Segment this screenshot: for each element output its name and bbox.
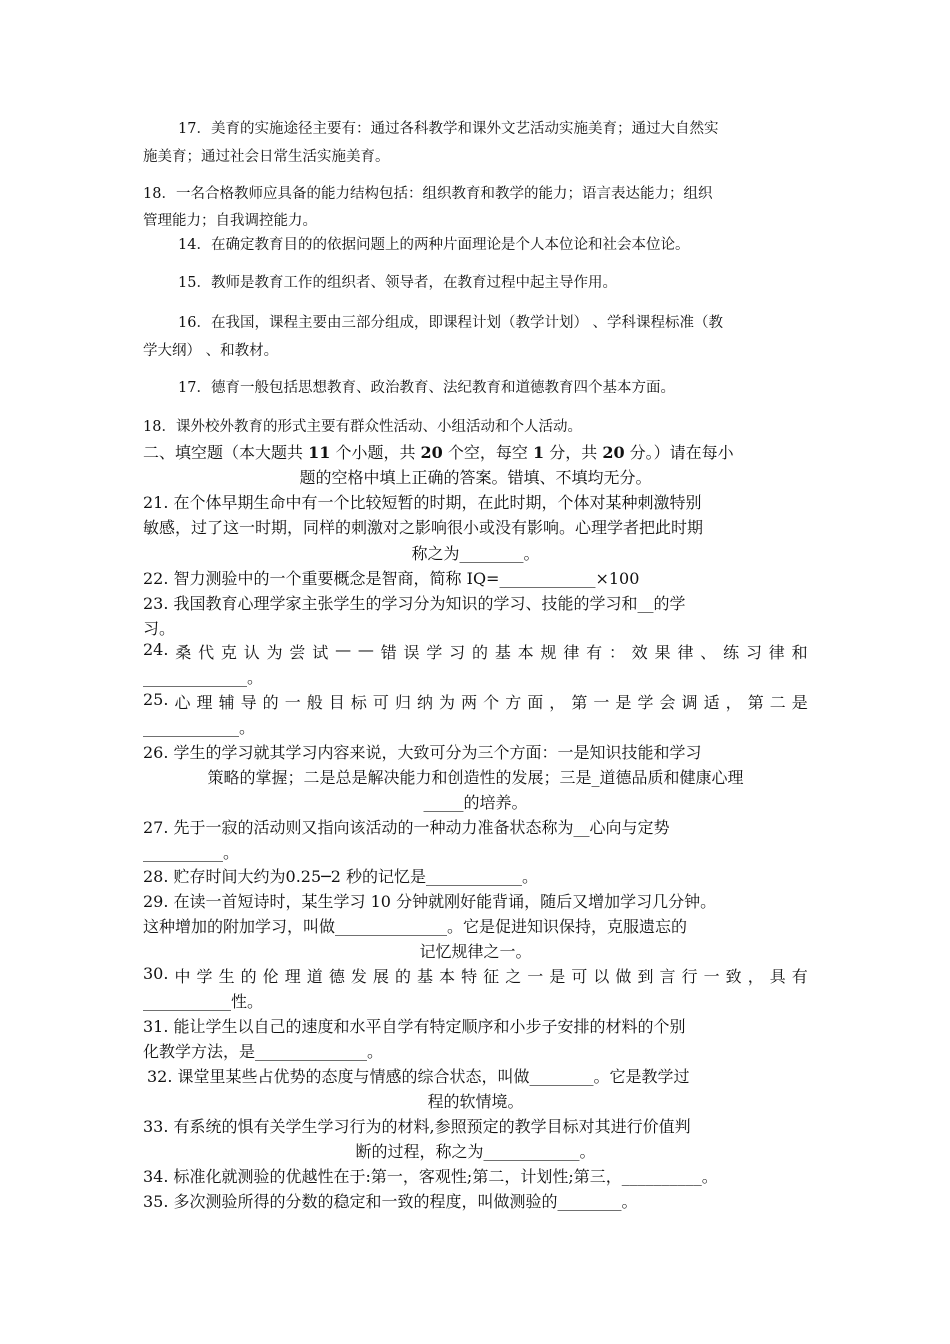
char: 方: [505, 693, 522, 712]
question-25-cont: ____________。: [143, 718, 256, 737]
char: 第: [747, 693, 764, 712]
text: 美育的实施途径主要有：通过: [210, 121, 400, 137]
char: 效: [631, 643, 648, 662]
char: 学: [426, 643, 443, 662]
char: 果: [654, 643, 671, 662]
char: 基: [494, 643, 511, 662]
question-27-cont: __________。: [143, 843, 240, 862]
char: 中: [174, 967, 191, 986]
char: 30.: [143, 964, 169, 983]
text: 在确定教育目的的依据问题上的两种片面理论是: [210, 237, 516, 253]
answer-underline: 各科教学: [399, 121, 458, 137]
answer-underline: 群众性活动: [349, 419, 423, 435]
char: 本: [439, 967, 456, 986]
char: 适: [703, 693, 720, 712]
char: 纳: [417, 693, 434, 712]
char: 代: [198, 643, 215, 662]
char: 可: [372, 693, 389, 712]
text: 个小题，共: [330, 443, 421, 462]
question-29-cont: 这种增加的附加学习，叫做______________。它是促进知识保持，克服遗忘的: [143, 917, 688, 936]
char: 的: [472, 643, 489, 662]
text: 分，共: [544, 443, 603, 462]
item-number: 17．: [178, 121, 211, 137]
char: 练: [723, 643, 740, 662]
text: 一名合格教师应具备的能力结构包括：组织教育和教学的能力: [175, 186, 568, 202]
char: 的: [394, 967, 411, 986]
answer-underline: 个人本位论和社会本位论: [515, 237, 675, 253]
char: 般: [306, 693, 323, 712]
item-17-aesthetic-cont: 施美育；通过社会日常生活实施美育。: [143, 149, 390, 165]
text: 、领导者，在教育过程中起主导作用。: [370, 275, 617, 291]
text: 二、填空题（本大题共: [143, 443, 309, 462]
char: 标: [350, 693, 367, 712]
text: 。: [567, 419, 582, 435]
item-number: 14．: [178, 237, 211, 253]
question-21-cont2: 称之为________。: [411, 544, 540, 563]
char: 律: [677, 643, 694, 662]
char: —: [357, 640, 374, 659]
text: 分。）请在每小: [624, 443, 734, 462]
question-25: [143, 690, 808, 713]
text: 。: [674, 237, 690, 253]
question-21: 21. 在个体早期生命中有一个比较短暂的时期，在此时期，个体对某种刺激特别: [143, 493, 702, 512]
answer-underline: 组织者: [326, 275, 371, 291]
item-14: [178, 233, 808, 254]
question-26: 26. 学生的学习就其学习内容来说，大致可分为三个方面：一是知识技能和学习: [143, 743, 702, 762]
char: 桑: [175, 643, 192, 662]
answer-underline: 政治教育、法纪教育: [370, 380, 501, 396]
question-22: 22. 智力测验中的一个重要概念是智商，简称 IQ=____________×100: [143, 569, 640, 588]
char: 基: [417, 967, 434, 986]
text: 个空，每空: [442, 443, 533, 462]
bold-number: 20: [602, 443, 625, 462]
question-32-cont: 程的软情境。: [427, 1092, 524, 1111]
item-18-teacher-ability-cont: [143, 209, 808, 230]
question-32: 32. 课堂里某些占优势的态度与情感的综合状态，叫做________。它是教学过: [147, 1067, 690, 1086]
item-number: 18．: [143, 419, 176, 435]
text: 、小组活动和: [422, 419, 510, 435]
text: 和课外文艺活动实施美育；通过大自然实: [457, 121, 719, 137]
question-23: 23. 我国教育心理学家主张学生的学习分为知识的学习、技能的学习和__的学: [143, 594, 686, 613]
question-29-cont2: 记忆规律之一。: [419, 942, 532, 961]
item-18-extracurricular: [143, 415, 808, 436]
text: 德育一般包括思想教育、: [210, 380, 371, 396]
text: 、学科课程标准（教: [587, 315, 724, 331]
char: 调: [681, 693, 698, 712]
char: 本: [517, 643, 534, 662]
char: 理: [284, 967, 301, 986]
char: 律: [768, 643, 785, 662]
char: 错: [380, 643, 397, 662]
char: 归: [394, 693, 411, 712]
char: 目: [328, 693, 345, 712]
char: 有: [586, 643, 603, 662]
char: 导: [240, 693, 257, 712]
char: 习: [745, 643, 762, 662]
char: 致: [725, 967, 742, 986]
text: 课外校外教育的形式主要有: [175, 419, 350, 435]
char: 学: [196, 967, 213, 986]
bold-number: 20: [420, 443, 443, 462]
item-number: 18．: [143, 186, 176, 202]
char: 是: [549, 967, 566, 986]
char: 到: [637, 967, 654, 986]
item-15: [178, 271, 808, 292]
char: 25.: [143, 690, 169, 709]
section-2-heading: [143, 440, 808, 463]
char: ，: [725, 693, 742, 712]
text: ；自我调控能力。: [201, 213, 317, 229]
bold-number: 1: [533, 443, 545, 462]
char: 两: [461, 693, 478, 712]
item-16-cont: 学大纲） 、和教材。: [143, 343, 279, 359]
question-30: [143, 964, 808, 987]
char: 特: [461, 967, 478, 986]
char: —: [335, 640, 352, 659]
text: 和道德教育四个基本方面。: [500, 380, 675, 396]
char: 和: [791, 643, 808, 662]
item-16: [178, 311, 808, 332]
char: 律: [563, 643, 580, 662]
question-24: [143, 640, 808, 663]
char: 的: [240, 967, 257, 986]
char: 为: [439, 693, 456, 712]
char: 面: [527, 693, 544, 712]
item-18-teacher-ability: [143, 182, 808, 203]
char: 伦: [262, 967, 279, 986]
char: 会: [659, 693, 676, 712]
answer-underline: 个人活动: [509, 419, 568, 435]
char: 发: [350, 967, 367, 986]
item-number: 15．: [178, 275, 211, 291]
question-30-cont: ___________性。: [143, 992, 264, 1011]
char: 一: [703, 967, 720, 986]
char: 做: [615, 967, 632, 986]
answer-underline: ；语言表达能力；组织: [567, 186, 712, 203]
char: 认: [243, 643, 260, 662]
char: 个: [483, 693, 500, 712]
char: 是: [615, 693, 632, 712]
char: 规: [540, 643, 557, 662]
question-28: 28. 贮存时间大约为0.25─2 秒的记忆是____________。: [143, 867, 539, 886]
char: 可: [571, 967, 588, 986]
question-31: 31. 能让学生以自己的速度和水平自学有特定顺序和小步子安排的材料的个别: [143, 1017, 686, 1036]
char: 学: [637, 693, 654, 712]
question-23-cont: 习。: [143, 619, 176, 638]
item-number: 16．: [178, 315, 211, 331]
char: 、: [700, 643, 717, 662]
char: 误: [403, 643, 420, 662]
char: 一: [593, 693, 610, 712]
char: 尝: [289, 643, 306, 662]
char: 的: [262, 693, 279, 712]
char: 心: [174, 693, 191, 712]
question-26-cont: 策略的掌握；二是总是解决能力和创造性的发展；三是_道德品质和健康心理: [207, 768, 744, 787]
char: ，: [549, 693, 566, 712]
char: 克: [220, 643, 237, 662]
question-31-cont: 化教学方法，是______________。: [143, 1042, 384, 1061]
question-21-cont: 敏感，过了这一时期，同样的刺激对之影响很小或没有影响。心理学者把此时期: [143, 518, 704, 537]
question-26-cont2: _____的培养。: [423, 793, 528, 812]
char: 试: [312, 643, 329, 662]
char: 展: [372, 967, 389, 986]
char: 道: [306, 967, 323, 986]
char: 一: [284, 693, 301, 712]
char: 生: [218, 967, 235, 986]
question-29: 29. 在读一首短诗时，某生学习 10 分钟就刚好能背诵，随后又增加学习几分钟。: [143, 892, 717, 911]
char: 24.: [143, 640, 169, 659]
item-number: 17．: [178, 380, 211, 396]
text: 教师是教育工作的: [210, 275, 327, 291]
answer-underline: 管理能力: [143, 213, 201, 230]
section-2-heading-cont: 题的空格中填上正确的答案。错填、不填均无分。: [299, 468, 652, 487]
char: 德: [328, 967, 345, 986]
char: 辅: [218, 693, 235, 712]
char: ：: [608, 643, 625, 662]
char: 为: [266, 643, 283, 662]
char: 理: [196, 693, 213, 712]
question-34: 34. 标准化就测验的优越性在于:第一，客观性;第二，计划性;第三，__________。: [143, 1167, 718, 1186]
char: 之: [505, 967, 522, 986]
char: 二: [769, 693, 786, 712]
char: 有: [791, 967, 808, 986]
question-33-cont: 断的过程，称之为____________。: [355, 1142, 596, 1161]
question-35: 35. 多次测验所得的分数的稳定和一致的程度，叫做测验的________。: [143, 1192, 638, 1211]
text: 在我国，课程主要由三部分组成，即: [210, 315, 443, 331]
char: 第: [571, 693, 588, 712]
question-27: 27. 先于一寂的活动则又指向该活动的一种动力准备状态称为__心向与定势: [143, 818, 670, 837]
char: 言: [659, 967, 676, 986]
question-24-cont: _____________。: [143, 668, 264, 687]
item-17-moral: [178, 376, 808, 397]
char: 是: [791, 693, 808, 712]
char: 具: [769, 967, 786, 986]
bold-number: 11: [308, 443, 331, 462]
item-17-aesthetic: [178, 117, 808, 138]
char: 习: [449, 643, 466, 662]
char: 以: [593, 967, 610, 986]
char: ，: [747, 967, 764, 986]
question-33: 33. 有系统的惧有关学生学习行为的材料,参照预定的教学目标对其进行价值判: [143, 1117, 691, 1136]
answer-underline: 课程计划（教学计划）: [443, 315, 588, 332]
char: 行: [681, 967, 698, 986]
char: 征: [483, 967, 500, 986]
char: 一: [527, 967, 544, 986]
